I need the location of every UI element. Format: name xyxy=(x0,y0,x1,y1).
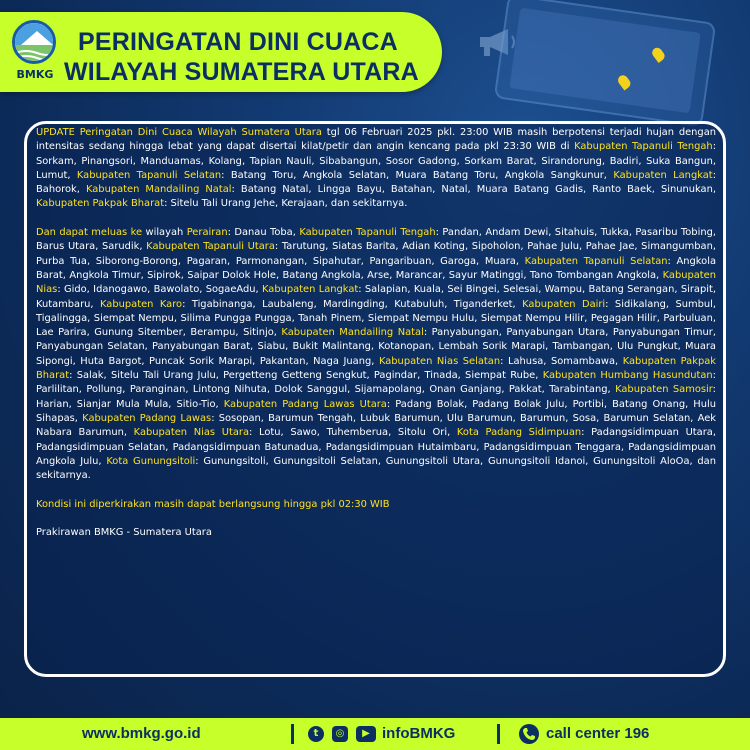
region-label: Kabupaten Langkat xyxy=(613,169,713,181)
region-label: Kabupaten Karo xyxy=(100,298,183,310)
region-text: : Danau Toba, xyxy=(227,227,300,239)
website-link[interactable]: www.bmkg.go.id xyxy=(82,725,201,742)
region-text: : Parlilitan, Pollung, Paranginan, Lintong Nihuta, Dolok Sanggul, Sijamapolang, Onan Ganjang, Pakkat, Tarabintang, xyxy=(36,370,716,396)
region-label: Kabupaten Padang Lawas xyxy=(82,412,212,424)
region-label: Kabupaten Humbang Hasundutan xyxy=(542,370,713,382)
region-text: : Harian, Sianjar Mula Mula, Sitio-Tio, xyxy=(36,384,716,410)
region-label: Kabupaten Pakpak Bharat xyxy=(36,355,716,382)
instagram-icon[interactable]: ◎ xyxy=(332,726,348,742)
region-label: Kota Padang Sidimpuan xyxy=(456,427,582,439)
region-label: Perairan xyxy=(186,227,228,239)
header-banner xyxy=(0,12,442,92)
region-label: Kabupaten Pakpak Bharat xyxy=(36,198,165,210)
tablet-illustration xyxy=(494,0,717,127)
youtube-icon[interactable]: ▶ xyxy=(356,726,376,742)
footer-divider xyxy=(291,724,294,744)
region-label: Kabupaten Mandailing Natal xyxy=(85,184,232,196)
bmkg-logo xyxy=(10,20,60,84)
region-text: : Sitelu Tali Urang Jehe, Kerajaan, dan sekitarnya. xyxy=(164,198,408,210)
region-text: : Sorkam, Pinangsori, Manduamas, Kolang, Tapian Nauli, Sibabangun, Sosor Gadong, Sorkam Barat, Sirandorung, Badiri, Suka Bangun, Lumut, xyxy=(36,141,717,181)
region-text: : Sosopan, Barumun Tengah, Lubuk Barumun, Ulu Barumun, Barumun, Sosa, Barumun Selatan, Aek Nabara Barumun, xyxy=(36,412,716,439)
region-label: Kabupaten Nias Utara xyxy=(133,427,250,439)
region-text: : Angkola Barat, Angkola Timur, Sipirok, Saipar Dolok Hole, Batang Angkola, Arse, Marancar, Sayur Matinggi, Tano Tombangan Angkola, xyxy=(36,255,716,281)
region-label: Kabupaten Tapanuli Tengah xyxy=(299,227,436,239)
title-line-2: WILAYAH SUMATERA UTARA xyxy=(64,58,419,86)
twitter-icon[interactable]: t xyxy=(308,726,324,742)
region-text: : Bahorok, xyxy=(36,169,717,196)
region-text: : Gunungsitoli, Gunungsitoli Selatan, Gunungsitoli Utara, Gunungsitoli Idanoi, Gunungsitoli AloOa, dan sekitarnya. xyxy=(36,455,716,482)
title-line-1: PERINGATAN DINI CUACA xyxy=(78,28,398,56)
region-text: : Padang Bolak, Padang Bolak Julu, Portibi, Batang Onang, Hulu Sihapas, xyxy=(36,398,716,424)
region-label: Kabupaten Samosir xyxy=(615,384,713,396)
region-label: Kota Gunungsitoli xyxy=(106,455,196,467)
region-label: Dan dapat meluas ke xyxy=(36,227,143,239)
region-label: Kabupaten Langkat xyxy=(261,284,359,296)
region-label: Kabupaten Dairi xyxy=(522,298,606,310)
region-text: : Tigabinanga, Laubaleng, Mardingding, Kutabuluh, Tiganderket, xyxy=(182,298,523,310)
forecaster-signature: Prakirawan BMKG - Sumatera Utara xyxy=(36,527,212,539)
footer-divider xyxy=(497,724,500,744)
warning-content xyxy=(36,126,716,555)
region-label: Kabupaten Tapanuli Selatan xyxy=(524,255,668,267)
region-label: Kabupaten Tapanuli Selatan xyxy=(76,169,222,181)
region-label: Kabupaten Nias Selatan xyxy=(378,355,501,367)
region-text: : Padangsidimpuan Utara, Padangsidimpuan Selatan, Padangsidimpuan Batunadua, Padangsidimpuan Hutaimbaru, Padangsidimpuan Tenggara, Padangsidimpuan Angkola Julu, xyxy=(36,427,716,467)
region-text: : Lahusa, Somambawa, xyxy=(500,355,623,367)
region-text: : Tarutung, Siatas Barita, Adian Koting, Sipoholon, Pahae Julu, Pahae Jae, Simangumban, Purba Tua, Siborong-Borong, Pagaran, Parmonangan, Sipahutar, Pangaribuan, Garoga, Muara, xyxy=(36,241,716,267)
region-label: Kabupaten Tapanuli Tengah xyxy=(574,141,713,153)
warning-paragraph-1 xyxy=(36,126,716,212)
region-label: Kabupaten Tapanuli Utara xyxy=(146,241,275,253)
region-text: wilayah xyxy=(142,227,187,239)
region-text: tgl 06 Februari 2025 pkl. 23:00 WIB masih berpotensi terjadi hujan dengan intensitas sedang hingga lebat yang dapat disertai kilat/petir dan angin kencang pada pkl 23:30 WIB di xyxy=(36,127,716,153)
region-text: : Gido, Idanogawo, Bawolato, SogaeAdu, xyxy=(57,284,262,296)
phone-icon xyxy=(519,724,539,744)
region-label: UPDATE Peringatan Dini Cuaca Wilayah Sumatera Utara xyxy=(36,127,322,138)
region-text: : Sidikalang, Sumbul, Tigalingga, Siempat Nempu, Silima Pungga Pungga, Tanah Pinem, Siempat Nempu Hulu, Siempat Nempu Hilir, Pegagan Hilir, Parbuluan, Lae Parira, Gunung Sitember, Berampu, Sitinjo, xyxy=(36,298,716,339)
region-text: : Pandan, Andam Dewi, Sitahuis, Tukka, Pasaribu Tobing, Barus Utara, Sarudik, xyxy=(36,227,716,253)
region-label: Kabupaten Mandailing Natal xyxy=(281,327,424,339)
logo-text: BMKG xyxy=(16,68,54,81)
region-text: : Salak, Sitelu Tali Urang Julu, Pergetteng Getteng Sengkut, Pagindar, Tinada, Siempat Rube, xyxy=(69,370,543,382)
warning-paragraph-2 xyxy=(36,226,716,483)
region-text: : Batang Natal, Lingga Bayu, Batahan, Natal, Muara Batang Gadis, Ranto Baek, Sinunukan, xyxy=(231,184,717,196)
call-center[interactable]: call center 196 xyxy=(546,725,650,742)
condition-note: Kondisi ini diperkirakan masih dapat berlangsung hingga pkl 02:30 WIB xyxy=(36,498,390,510)
region-label: Kabupaten Nias xyxy=(36,269,716,296)
region-label: Kabupaten Padang Lawas Utara xyxy=(223,398,387,410)
region-text: : Lotu, Sawo, Tuhemberua, Sitolu Ori, xyxy=(249,427,457,439)
region-text: : Batang Toru, Angkola Selatan, Muara Batang Toru, Angkola Sangkunur, xyxy=(221,169,614,181)
region-text: : Panyabungan, Panyabungan Utara, Panyabungan Timur, Panyabungan Selatan, Panyabungan Barat, Siabu, Bukit Malintang, Kotanopan, Lembah Sorik Marapi, Tambangan, Ulu Pungkut, Muara Sipongi, Huta Bargot, Puncak Sorik Marapi, Pakantan, Naga Juang, xyxy=(36,327,716,367)
region-text: : Salapian, Kuala, Sei Bingei, Selesai, Wampu, Batang Serangan, Sirapit, Kutambaru, xyxy=(36,284,716,310)
social-handle[interactable]: infoBMKG xyxy=(382,725,456,742)
footer-bar xyxy=(0,718,750,750)
